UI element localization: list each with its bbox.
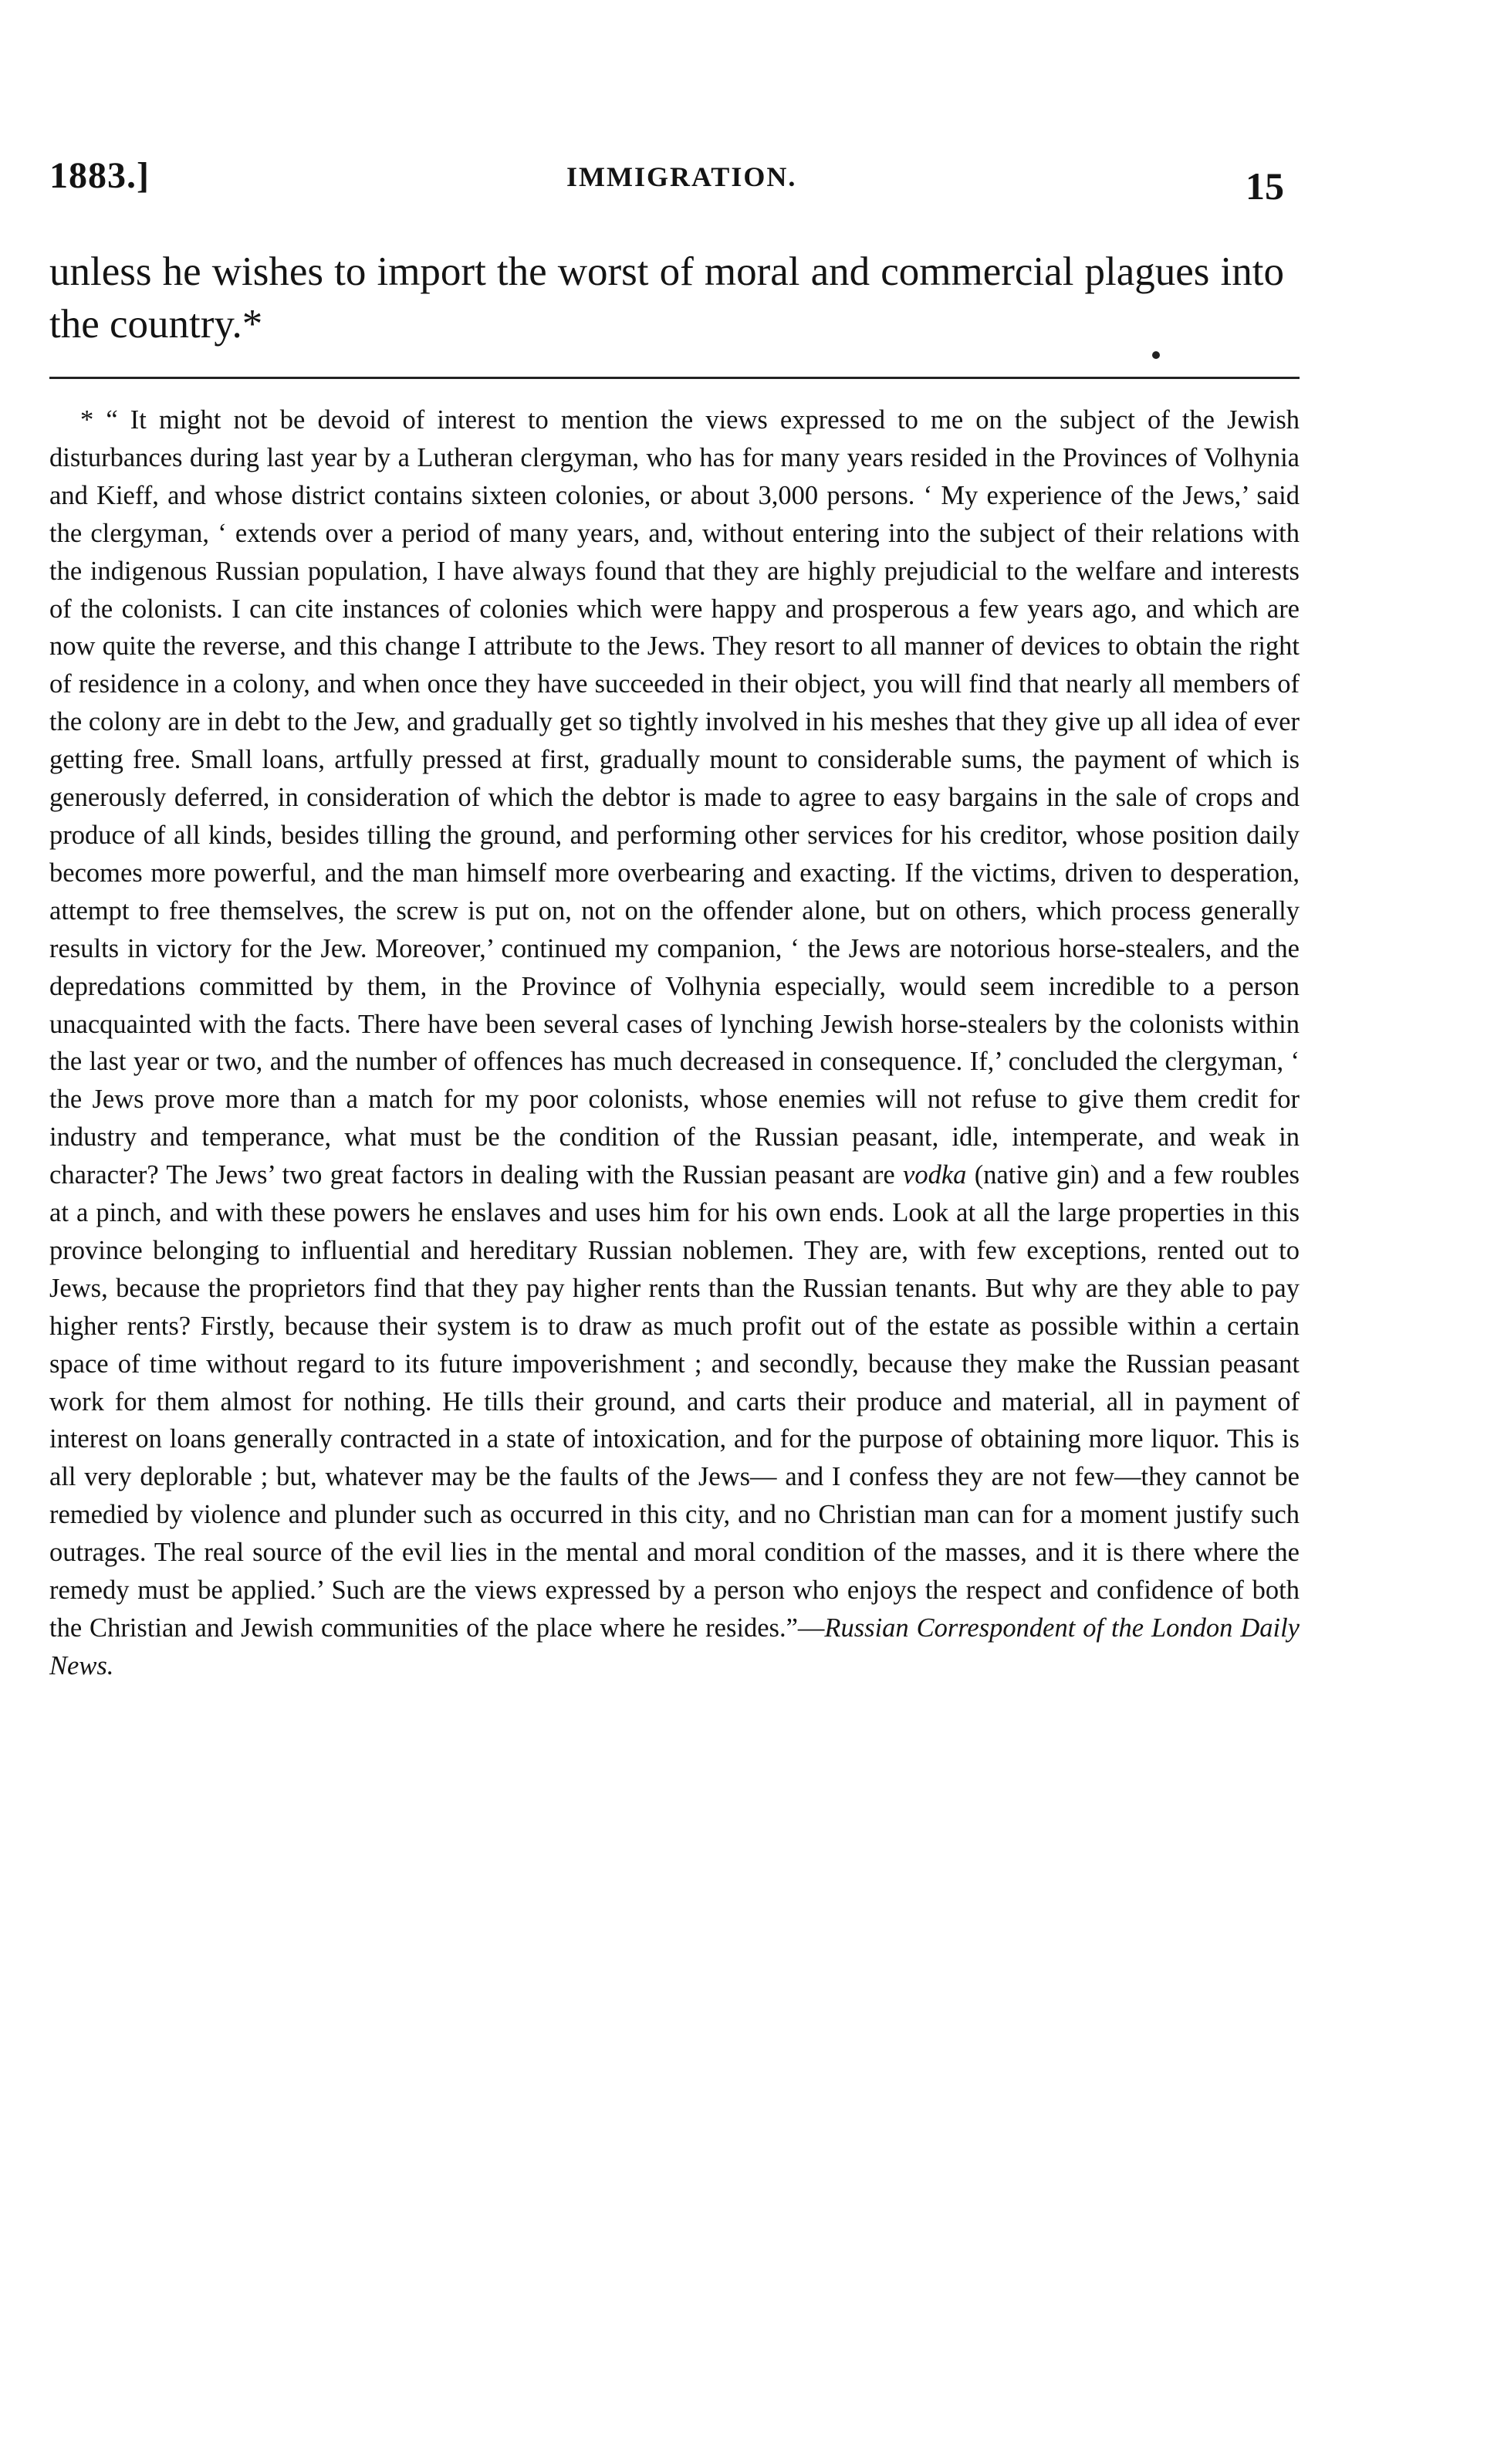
page-number: 15 <box>1246 164 1284 208</box>
footnote-italic-word: vodka <box>903 1160 967 1190</box>
footnote-text-part-2: (native gin) and a few roubles at a pinch, and with these powers he enslaves and uses him for his own ends. Look at all the large properties in this province belonging to influential and hereditary Russian noblemen. They are, with few exceptions, rented out to Jews, because the proprietors find that they pay higher rents than the Russian tenants. But why are they able to pay higher rents? Firstly, because their system is to draw as much profit out of the estate as possible within a certain space of time without regard to its future impoverishment ; and secondly, because they make the Russian peasant work for them almost for nothing. He tills their ground, and carts their produce and material, all in payment of interest on loans generally contracted in a state of intoxication, and for the purpose of obtaining more liquor. This is all very deplorable ; but, whatever may be the faults of the Jews— and I confess they are not few—they cannot be remedied by violence and plunder such as occurred in this city, and no Christian man can for a moment justify such outrages. The real source of the evil lies in the mental and moral condition of the masses, and it is there where the remedy must be applied.’ Such are the views expressed by a person who enjoys the respect and confidence of both the Christian and Jewish communities of the place where he resides.”— <box>49 1160 1300 1643</box>
header-year: 1883.] <box>49 155 150 196</box>
running-header <box>49 154 1284 208</box>
footnote-source-citation: Russian Correspondent of the London Daily News. <box>49 1613 1300 1680</box>
footnote <box>49 401 1300 1685</box>
footnote-separator-rule <box>49 377 1300 379</box>
stray-ink-mark <box>1152 351 1160 359</box>
footnote-text-part-1: * “ It might not be devoid of interest to mention the views expressed to me on the subject of the Jewish disturbances during last year by a Lutheran clergyman, who has for many years resided in the Provinces of Volhynia and Kieff, and whose district contains sixteen colonies, or about 3,000 persons. ‘ My experience of the Jews,’ said the clergyman, ‘ extends over a period of many years, and, without entering into the subject of their relations with the indigenous Russian population, I have always found that they are highly prejudicial to the welfare and interests of the colonists. I can cite instances of colonies which were happy and prosperous a few years ago, and which are now quite the reverse, and this change I attribute to the Jews. They resort to all manner of devices to obtain the right of residence in a colony, and when once they have succeeded in their object, you will find that nearly all members of the colony are in debt to the Jew, and gradually get so tightly involved in his meshes that they give up all idea of ever getting free. Small loans, artfully pressed at first, gradually mount to considerable sums, the payment of which is generously deferred, in consideration of which the debtor is made to agree to easy bargains in the sale of crops and produce of all kinds, besides tilling the ground, and performing other services for his creditor, whose position daily becomes more powerful, and the man himself more overbearing and exacting. If the victims, driven to desperation, attempt to free themselves, the screw is put on, not on the offender alone, but on others, which process generally results in victory for the Jew. Moreover,’ continued my companion, ‘ the Jews are notorious horse-stealers, and the depredations committed by them, in the Province of Volhynia especially, would seem incredible to a person unacquainted with the facts. There have been several cases of lynching Jewish horse-stealers by the colonists within the last year or two, and the number of offences has much decreased in consequence. If,’ concluded the clergyman, ‘ the Jews prove more than a match for my poor colonists, whose enemies will not refuse to give them credit for industry and temperance, what must be the condition of the Russian peasant, idle, intemperate, and weak in character? The Jews’ two great factors in dealing with the Russian peasant are <box>49 405 1300 1190</box>
body-paragraph: unless he wishes to import the worst of moral and commercial plagues into the country.* <box>49 249 1284 347</box>
footnote-paragraph <box>49 401 1300 1685</box>
header-title: IMMIGRATION. <box>566 161 797 192</box>
